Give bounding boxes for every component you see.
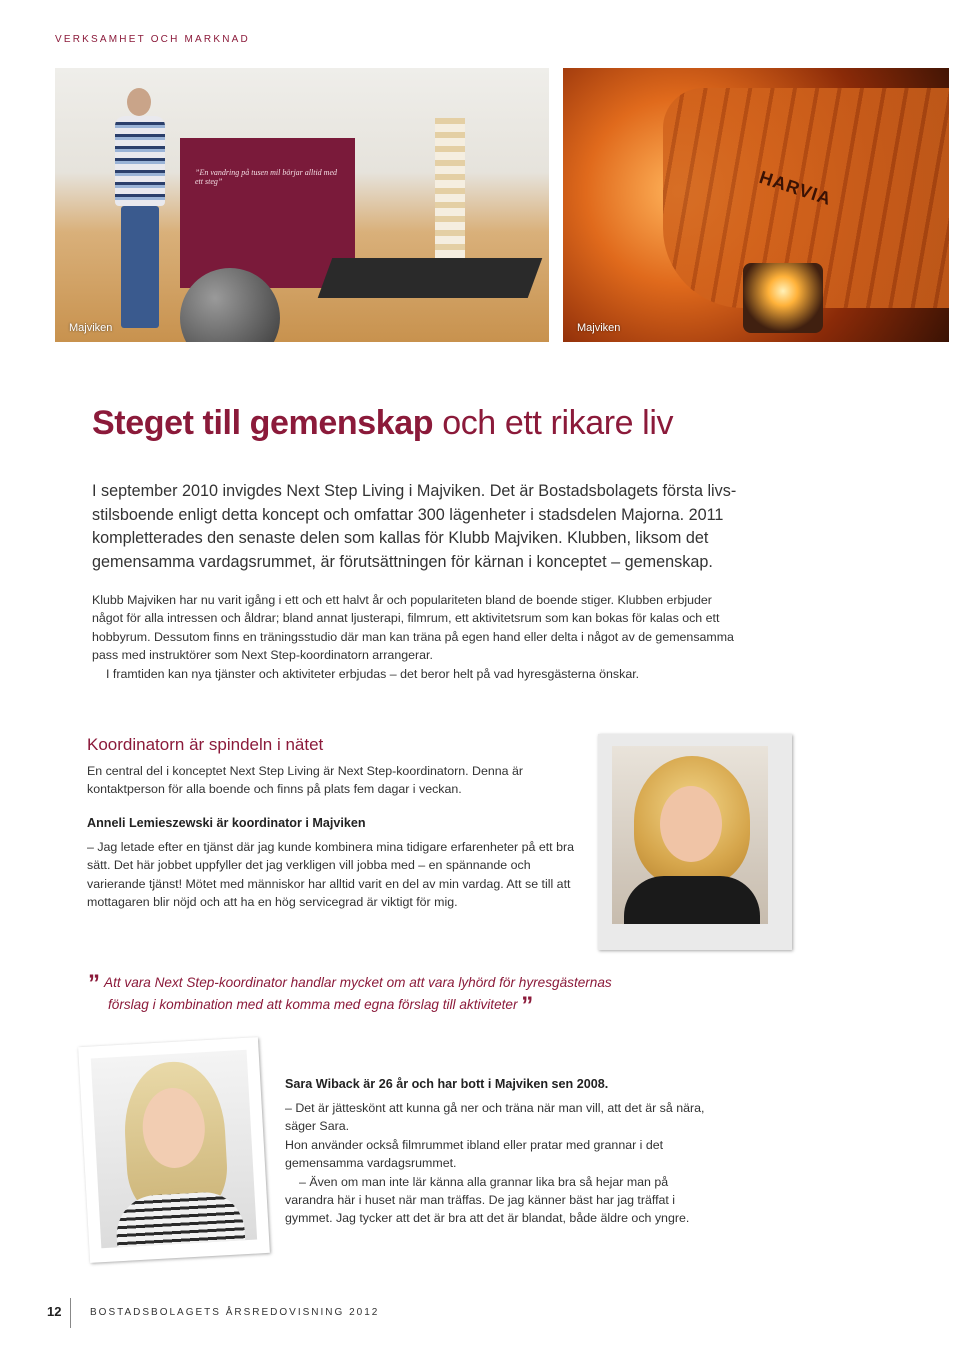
- sauna-photo: [563, 68, 949, 342]
- page-title-rest: och ett rikare liv: [442, 404, 674, 442]
- wall-bars: [435, 118, 465, 268]
- resident-paragraph-2: Hon använder också filmrummet ibland eller pratar med grannar i det gemensamma vardagsrummet.: [285, 1137, 664, 1171]
- body-paragraph-1: Klubb Majviken har nu varit igång i ett och ett halvt år och populariteten bland de boende stiger. Klubben erbjuder något för alla intressen och åldrar; bland annat ljusterapi, filmrum, ett aktivitetsrum som kan bokas för kalas och ett hobbyrum. Dessutom finns en träningsstudio där man kan träna på egen hand eller delta i något av de gemensamma pass med instruktörer som Next Step-koordinatorn arrangerar.: [92, 593, 734, 663]
- quote-close-mark-icon: ”: [521, 992, 534, 1019]
- gym-wall-text: ”En vandring på tusen mil börjar alltid med ett steg”: [195, 168, 337, 186]
- walking-man: [115, 88, 165, 328]
- page-title: [92, 404, 673, 443]
- coordinator-intro: En central del i konceptet Next Step Living är Next Step-koordinatorn. Denna är kontaktperson för alla boende och finns på plats fem dagar i veckan.: [87, 764, 523, 797]
- gym-photo-caption: Majviken: [69, 322, 113, 334]
- floor-mat: [318, 258, 543, 298]
- body-text: [92, 591, 742, 683]
- gym-photo: [55, 68, 549, 342]
- footer-publication: BOSTADSBOLAGETS ÅRSREDOVISNING 2012: [90, 1307, 380, 1318]
- page-number: 12: [47, 1304, 62, 1319]
- resident-paragraph-3: – Även om man inte lär känna alla grannar lika bra så hejar man på varandra här i huset när man träffas. De jag känner bäst har jag träffat i gymmet. Jag tycker att det är bra att det är blandat, både äldre och yngre.: [285, 1174, 690, 1226]
- resident-paragraph-1: – Det är jätteskönt att kunna gå ner och träna när man vill, att det är så nära, säger Sara.: [285, 1101, 705, 1134]
- body-paragraph-2: I framtiden kan nya tjänster och aktiviteter erbjudas – det beror helt på vad hyresgästerna önskar.: [106, 666, 640, 681]
- pull-quote: [88, 970, 648, 1019]
- footer-divider: [70, 1298, 71, 1328]
- lead-paragraph: I september 2010 invigdes Next Step Living i Majviken. Det är Bostadsbolagets första livs-stilsboende enligt detta koncept och omfattar 300 lägenheter i stadsdelen Majorna. 2011 kompletterades den senaste delen som kallas för Klubb Majviken. Klubben, liksom det gemensamma vardagsrummet, är förutsättningen för kärnan i konceptet – gemenskap.: [92, 482, 737, 571]
- sauna-photo-caption: Majviken: [577, 322, 621, 334]
- coordinator-quote: – Jag letade efter en tjänst där jag kunde kombinera mina tidigare erfarenheter på ett bra sätt. Det här jobbet uppfyller det jag verkligen vill jobba med – en spännande och varierande tjänst! Mötet med människor har alltid varit en del av min vardag. Att se till att mottagaren blir nöjd och att ha en hög servicegrad är viktigt för mig.: [87, 840, 574, 910]
- resident-portrait: [78, 1037, 270, 1263]
- coordinator-heading: Koordinatorn är spindeln i nätet: [87, 735, 324, 754]
- resident-text: [285, 1099, 705, 1228]
- pull-quote-line-1: Att vara Next Step-koordinator handlar mycket om att vara lyhörd för hyresgästernas: [104, 975, 612, 990]
- pull-quote-line-2: förslag i kombination med att komma med egna förslag till aktiviteter: [108, 997, 518, 1012]
- resident-heading: Sara Wiback är 26 år och har bott i Majviken sen 2008.: [285, 1077, 609, 1091]
- coordinator-portrait: [598, 734, 792, 950]
- coordinator-name-heading: Anneli Lemieszewski är koordinator i Majviken: [87, 816, 366, 830]
- page-title-bold: Steget till gemenskap: [92, 404, 434, 442]
- sauna-brand-text: HARVIA: [756, 166, 835, 210]
- candle-lantern: [743, 263, 823, 333]
- quote-mark-icon: ”: [88, 970, 100, 997]
- section-label: VERKSAMHET OCH MARKNAD: [55, 34, 250, 45]
